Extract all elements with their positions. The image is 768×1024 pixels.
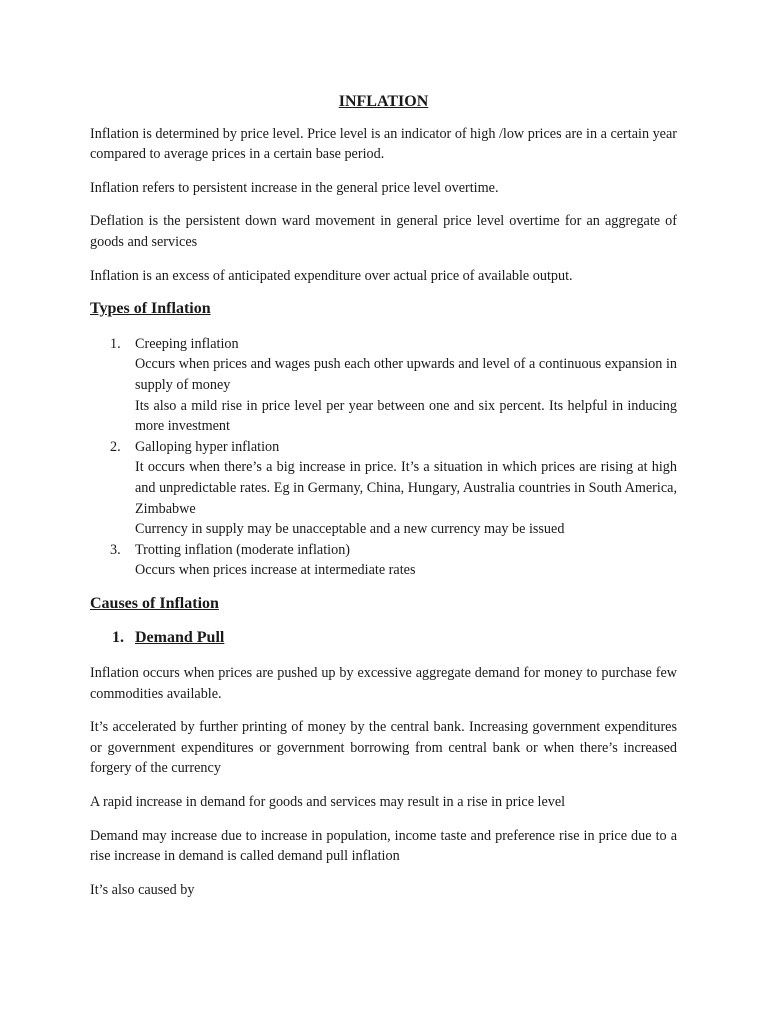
causes-paragraph: It’s accelerated by further printing of money by the central bank. Increasing government expenditures or government expenditures or government borrowing from central bank or when there’s increased forgery of the currency [90,719,677,777]
list-item-title: Creeping inflation [135,335,239,352]
list-number: 1. [110,335,121,352]
intro-paragraph: Inflation refers to persistent increase in the general price level overtime. [90,179,499,196]
list-item [90,540,677,581]
list-item [90,437,677,540]
causes-paragraph: A rapid increase in demand for goods and services may result in a rise in price level [90,794,566,811]
causes-heading: Causes of Inflation [90,594,219,612]
types-list [90,334,677,581]
list-item-text: Currency in supply may be unacceptable and a new currency may be issued [135,521,565,538]
subheading-number: 1. [112,629,124,647]
demand-pull-heading [90,628,677,649]
intro-paragraph: Inflation is determined by price level. Price level is an indicator of high /low prices are in a certain year compared to average prices in a certain base period. [90,125,677,163]
list-number: 2. [110,438,121,455]
list-item-text: It occurs when there’s a big increase in price. It’s a situation in which prices are rising at high and unpredictable rates. Eg in Germany, China, Hungary, Australia countries in South America, Zimbabwe [135,459,677,517]
list-item-text: Its also a mild rise in price level per year between one and six percent. Its helpful in inducing more investment [135,397,677,435]
list-number: 3. [110,541,121,558]
causes-paragraph: Demand may increase due to increase in population, income taste and preference rise in price due to a rise increase in demand is called demand pull inflation [90,827,677,865]
list-item-text: Occurs when prices and wages push each other upwards and level of a continuous expansion in supply of money [135,356,677,393]
intro-paragraph: Deflation is the persistent down ward movement in general price level overtime for an aggregate of goods and services [90,213,677,250]
list-item-text: Occurs when prices increase at intermediate rates [135,562,416,579]
causes-paragraph: It’s also caused by [90,881,195,898]
list-item-title: Galloping hyper inflation [135,438,280,455]
document-page [90,92,677,913]
subheading-text: Demand Pull [135,629,225,647]
page-title: INFLATION [338,93,429,110]
list-item [90,334,677,437]
intro-paragraph: Inflation is an excess of anticipated expenditure over actual price of available output. [90,267,573,284]
causes-paragraph: Inflation occurs when prices are pushed up by excessive aggregate demand for money to purchase few commodities available. [90,665,677,702]
list-item-title: Trotting inflation (moderate inflation) [135,541,351,558]
types-heading: Types of Inflation [90,300,211,318]
